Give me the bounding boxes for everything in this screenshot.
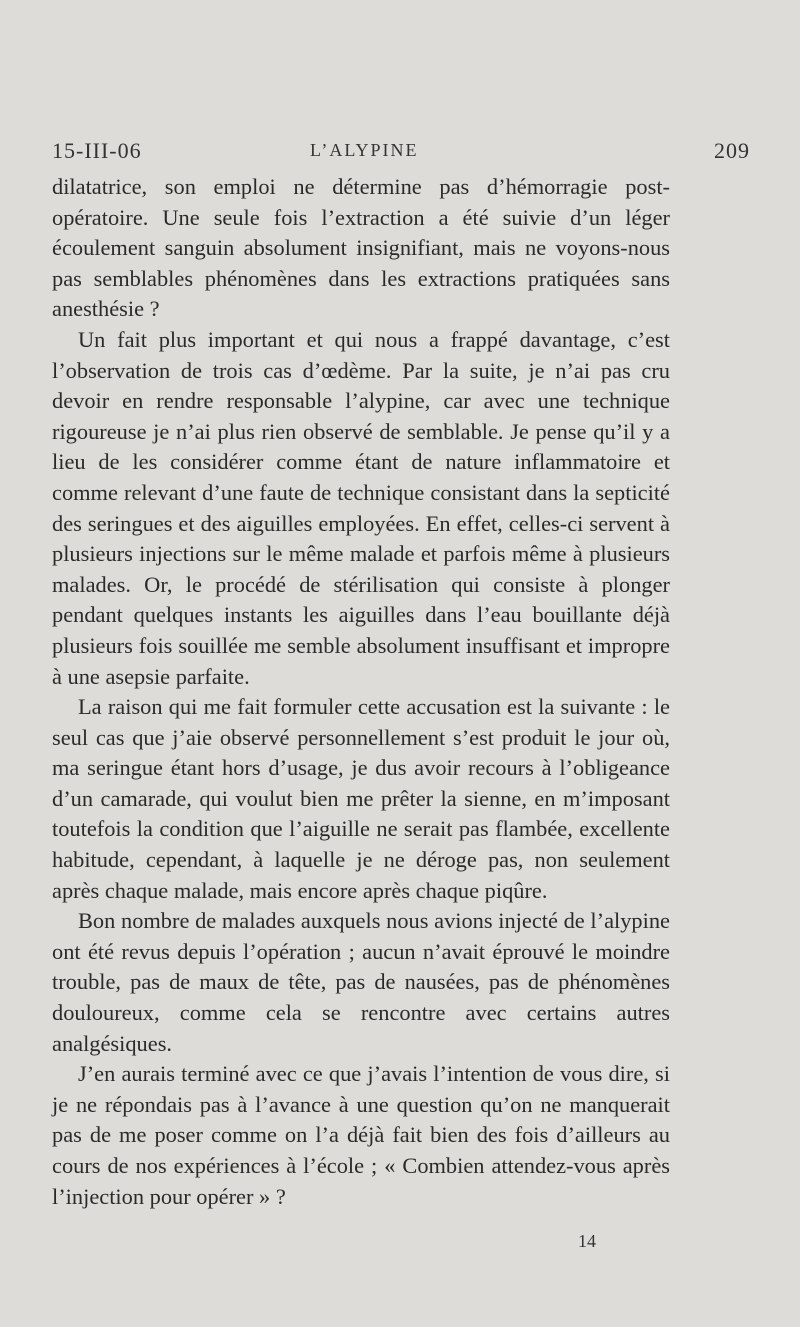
- paragraph-oedeme: Un fait plus important et qui nous a frappé davantage, c’est l’observation de trois cas d’œdème. Par la suite, je n’ai pas cru devoir en rendre responsable l’alypine, car avec une technique rigoureuse je n’ai plus rien observé de semblable. Je pense qu’il y a lieu de les considérer comme étant de nature inflammatoire et comme relevant d’une faute de technique consistant dans la septicité des seringues et des aiguilles employées. En effet, celles-ci servent à plusieurs injections sur le même malade et parfois même à plusieurs malades. Or, le procédé de stérilisation qui consiste à plonger pendant quelques instants les aiguilles dans l’eau bouillante déjà plusieurs fois souillée me semble absolument insuffisant et impropre à une asepsie parfaite.: [52, 326, 670, 689]
- paragraph-continuation: dilatatrice, son emploi ne détermine pas d’hémorragie post-opératoire. Une seule fois l’extraction a été suivie d’un léger écoulement sanguin absolument insignifiant, mais ne voyons-nous pas semblables phénomènes dans les extractions pratiquées sans anesthésie ?: [52, 174, 670, 322]
- paragraph-accusation: La raison qui me fait formuler cette accusation est la suivante : le seul cas que j’aie observé personnellement s’est produit le jour où, ma seringue étant hors d’usage, je dus avoir recours à l’obligeance d’un camarade, qui voulut bien me prêter la sienne, en m’imposant toutefois la condition que l’aiguille ne serait pas flambée, excellente habitude, cependant, à laquelle je ne déroge pas, non seulement après chaque malade, mais encore après chaque piqûre.: [52, 694, 670, 903]
- page-number: 209: [714, 138, 750, 163]
- signature-mark: 14: [578, 1231, 596, 1251]
- header-date: 15-III-06: [52, 138, 142, 163]
- paragraph-follow-up: Bon nombre de malades auxquels nous avions injecté de l’alypine ont été revus depuis l’opération ; aucun n’avait éprouvé le moindre trouble, pas de maux de tête, pas de nausées, pas de phénomènes douloureux, comme cela se rencontre avec certains autres analgésiques.: [52, 908, 670, 1056]
- paragraph-conclusion: J’en aurais terminé avec ce que j’avais l’intention de vous dire, si je ne répondais pas à l’avance à une question qu’on ne manquerait pas de me poser comme on l’a déjà fait bien des fois d’ailleurs au cours de nos expériences à l’école ; « Combien attendez-vous après l’injection pour opérer » ?: [52, 1061, 670, 1209]
- header-title: L’ALYPINE: [310, 140, 419, 160]
- body-text: [52, 172, 670, 1212]
- running-header: [52, 138, 750, 172]
